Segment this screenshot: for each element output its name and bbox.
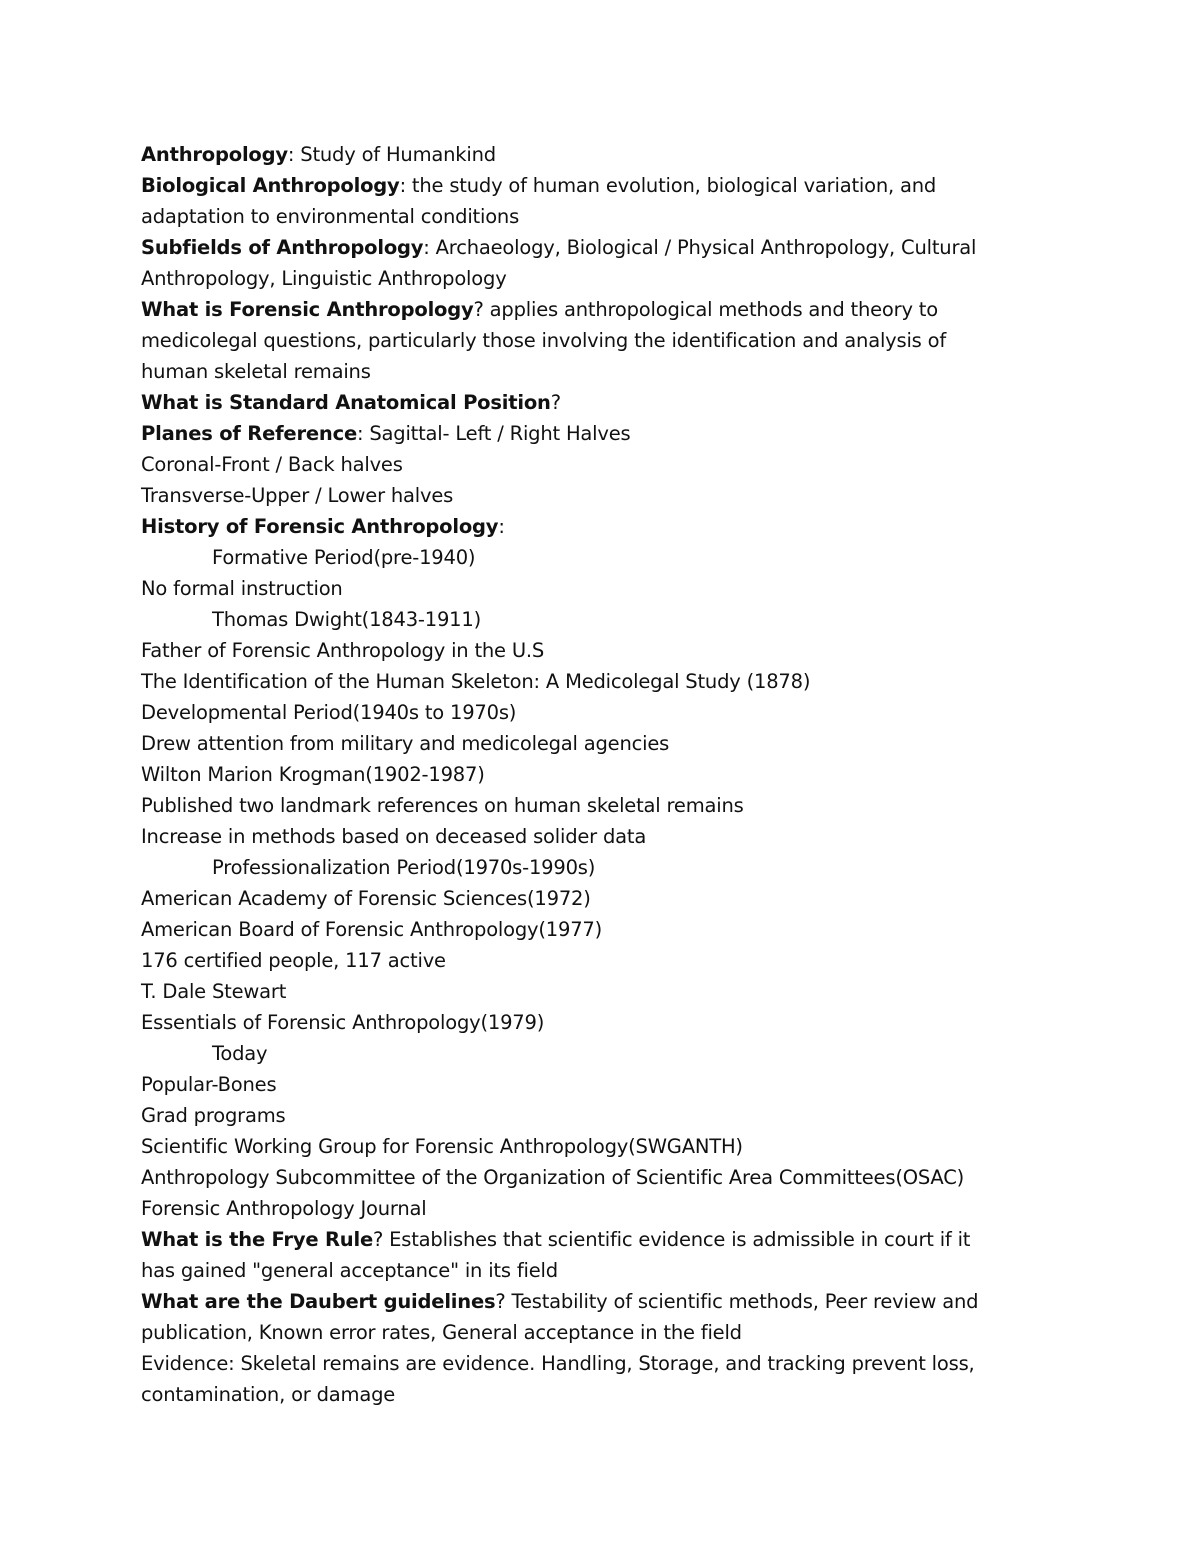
text-line: Scientific Working Group for Forensic Anthropology(SWGANTH) xyxy=(141,1135,743,1158)
term-label: What is Standard Anatomical Position xyxy=(141,391,551,414)
text-line: Forensic Anthropology Journal xyxy=(141,1197,427,1220)
text-line: Wilton Marion Krogman(1902-1987) xyxy=(141,763,485,786)
text-line: Essentials of Forensic Anthropology(1979) xyxy=(141,1011,545,1034)
text-line: Father of Forensic Anthropology in the U.S xyxy=(141,639,545,662)
definition-daubert-guidelines xyxy=(141,1286,1081,1317)
definition-text: : Study of Humankind xyxy=(287,143,496,166)
period-heading: Today xyxy=(212,1042,268,1065)
text-line: Transverse-Upper / Lower halves xyxy=(141,484,454,507)
text-line: Popular-Bones xyxy=(141,1073,277,1096)
document-body xyxy=(141,139,1081,1410)
period-heading: Professionalization Period(1970s-1990s) xyxy=(212,856,596,879)
definition-forensic-anthropology xyxy=(141,294,1081,325)
definition-text: : Sagittal- Left / Right Halves xyxy=(356,422,631,445)
person-heading: Thomas Dwight(1843-1911) xyxy=(212,608,481,631)
text-line: Anthropology, Linguistic Anthropology xyxy=(141,267,507,290)
text-line: T. Dale Stewart xyxy=(141,980,287,1003)
text-line: Drew attention from military and medicolegal agencies xyxy=(141,732,670,755)
text-line: American Board of Forensic Anthropology(1977) xyxy=(141,918,603,941)
definition-text: ? xyxy=(550,391,561,414)
text-line: Evidence: Skeletal remains are evidence. Handling, Storage, and tracking prevent loss, xyxy=(141,1352,975,1375)
text-line: The Identification of the Human Skeleton: A Medicolegal Study (1878) xyxy=(141,670,811,693)
text-line: American Academy of Forensic Sciences(1972) xyxy=(141,887,591,910)
definition-text: : the study of human evolution, biological variation, and xyxy=(399,174,937,197)
text-line: has gained "general acceptance" in its field xyxy=(141,1259,558,1282)
text-line: 176 certified people, 117 active xyxy=(141,949,446,972)
text-line: publication, Known error rates, General acceptance in the field xyxy=(141,1321,742,1344)
text-line: adaptation to environmental conditions xyxy=(141,205,520,228)
definition-history xyxy=(141,511,1081,542)
definition-text: : Archaeology, Biological / Physical Anthropology, Cultural xyxy=(423,236,977,259)
definition-text: ? Testability of scientific methods, Peer review and xyxy=(495,1290,979,1313)
definition-subfields xyxy=(141,232,1081,263)
definition-text: ? Establishes that scientific evidence is admissible in court if it xyxy=(372,1228,971,1251)
text-line: Published two landmark references on human skeletal remains xyxy=(141,794,744,817)
term-label: Subfields of Anthropology xyxy=(141,236,424,259)
period-heading: Formative Period(pre-1940) xyxy=(212,546,476,569)
text-line: Coronal-Front / Back halves xyxy=(141,453,403,476)
text-line: No formal instruction xyxy=(141,577,343,600)
term-label: History of Forensic Anthropology xyxy=(141,515,499,538)
definition-anthropology xyxy=(141,139,1081,170)
definition-frye-rule xyxy=(141,1224,1081,1255)
term-label: Biological Anthropology xyxy=(141,174,400,197)
text-line: contamination, or damage xyxy=(141,1383,396,1406)
text-line: Anthropology Subcommittee of the Organization of Scientific Area Committees(OSAC) xyxy=(141,1166,965,1189)
definition-anatomical-position xyxy=(141,387,1081,418)
term-label: What are the Daubert guidelines xyxy=(141,1290,496,1313)
text-line: human skeletal remains xyxy=(141,360,371,383)
definition-biological-anthropology xyxy=(141,170,1081,201)
definition-text: : xyxy=(498,515,505,538)
term-label: What is the Frye Rule xyxy=(141,1228,373,1251)
term-label: What is Forensic Anthropology xyxy=(141,298,474,321)
term-label: Planes of Reference xyxy=(141,422,357,445)
text-line: Grad programs xyxy=(141,1104,286,1127)
text-line: medicolegal questions, particularly those involving the identification and analysis of xyxy=(141,329,947,352)
text-line: Increase in methods based on deceased solider data xyxy=(141,825,647,848)
definition-planes-of-reference xyxy=(141,418,1081,449)
term-label: Anthropology xyxy=(141,143,288,166)
text-line: Developmental Period(1940s to 1970s) xyxy=(141,701,517,724)
definition-text: ? applies anthropological methods and theory to xyxy=(473,298,938,321)
